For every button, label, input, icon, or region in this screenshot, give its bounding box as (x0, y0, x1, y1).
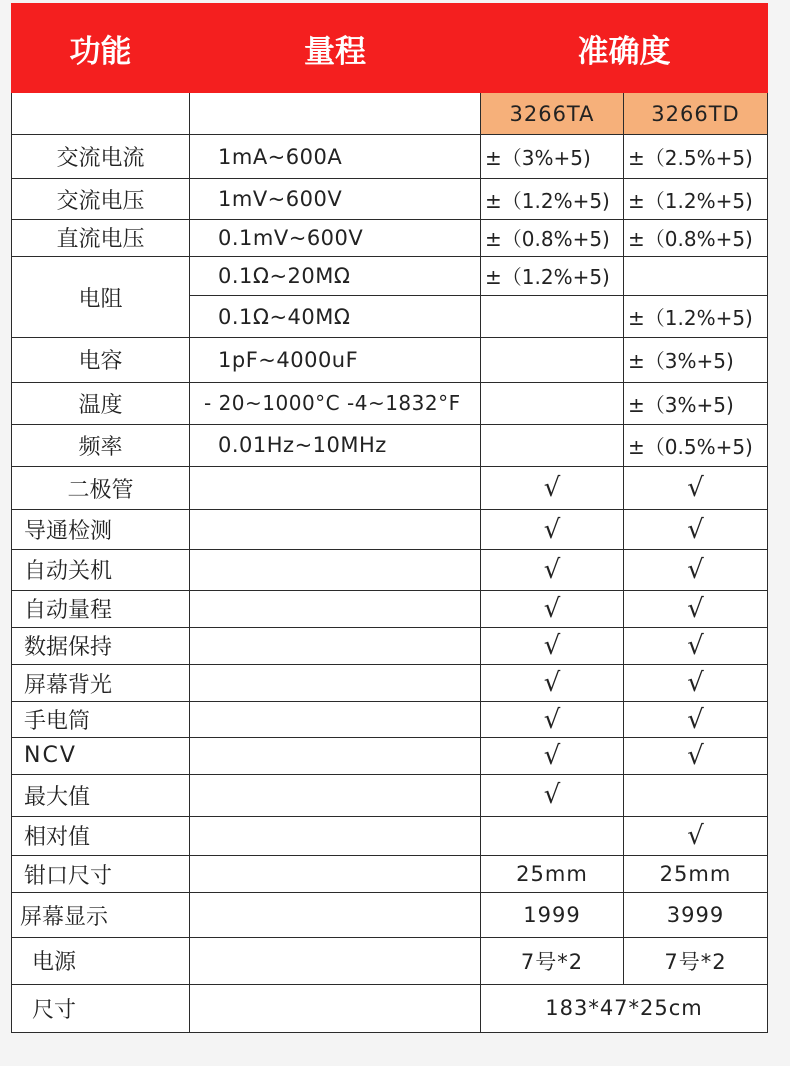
check-icon: √ (624, 627, 768, 664)
check-icon: √ (624, 738, 768, 774)
empty-cell (481, 382, 624, 424)
accuracy-3266td: ±（0.8%+5) (624, 219, 768, 256)
function-label: 直流电压 (12, 219, 190, 256)
table-row (12, 938, 768, 984)
function-label: 数据保持 (12, 627, 190, 664)
display-3266ta: 1999 (481, 893, 624, 938)
empty-cell (481, 296, 624, 338)
function-label: NCV (12, 738, 190, 774)
header-range: 量程 (190, 4, 481, 93)
table-row (12, 135, 768, 179)
table-row (12, 550, 768, 590)
empty-cell (624, 256, 768, 295)
empty-cell (481, 424, 624, 466)
accuracy-3266td: ±（0.5%+5) (624, 424, 768, 466)
table-row (12, 256, 768, 295)
function-label: 最大值 (12, 774, 190, 816)
display-3266td: 3999 (624, 893, 768, 938)
jaw-size-3266td: 25mm (624, 855, 768, 892)
function-label: 相对值 (12, 816, 190, 855)
check-icon: √ (481, 590, 624, 627)
table-row (12, 590, 768, 627)
check-icon: √ (481, 466, 624, 509)
range-value: 0.1Ω~20MΩ (190, 256, 481, 295)
range-value: 0.1mV~600V (190, 219, 481, 256)
check-icon: √ (481, 702, 624, 738)
empty-cell (190, 550, 481, 590)
empty-cell (190, 774, 481, 816)
empty-cell (190, 664, 481, 701)
header-function: 功能 (12, 4, 190, 93)
empty-cell (190, 702, 481, 738)
range-value: 1mV~600V (190, 179, 481, 219)
empty-cell (190, 590, 481, 627)
header-accuracy: 准确度 (481, 4, 768, 93)
empty-cell (190, 738, 481, 774)
accuracy-3266ta: ±（1.2%+5) (481, 256, 624, 295)
function-label: 电源 (12, 938, 190, 984)
check-icon: √ (481, 738, 624, 774)
range-value: 0.01Hz~10MHz (190, 424, 481, 466)
check-icon: √ (481, 774, 624, 816)
table-row (12, 382, 768, 424)
model-row (12, 93, 768, 135)
check-icon: √ (481, 550, 624, 590)
check-icon: √ (624, 510, 768, 550)
table-row (12, 219, 768, 256)
function-label: 尺寸 (12, 984, 190, 1032)
table-row (12, 338, 768, 382)
accuracy-3266td: ±（1.2%+5) (624, 179, 768, 219)
function-label: 钳口尺寸 (12, 855, 190, 892)
accuracy-3266ta: ±（1.2%+5) (481, 179, 624, 219)
function-label: 交流电流 (12, 135, 190, 179)
range-value: - 20~1000°C -4~1832°F (190, 382, 481, 424)
empty-cell (190, 627, 481, 664)
check-icon: √ (624, 550, 768, 590)
model-3266td: 3266TD (624, 93, 768, 135)
function-label: 温度 (12, 382, 190, 424)
accuracy-3266td: ±（3%+5) (624, 382, 768, 424)
empty-cell (190, 466, 481, 509)
range-value: 1pF~4000uF (190, 338, 481, 382)
function-label: 导通检测 (12, 510, 190, 550)
function-label: 频率 (12, 424, 190, 466)
empty-cell (190, 816, 481, 855)
table-row (12, 702, 768, 738)
check-icon: √ (481, 510, 624, 550)
size-value: 183*47*25cm (481, 984, 768, 1032)
table-row (12, 855, 768, 892)
model-3266ta: 3266TA (481, 93, 624, 135)
table-row (12, 774, 768, 816)
empty-cell (190, 855, 481, 892)
function-label: 屏幕背光 (12, 664, 190, 701)
spec-table (11, 3, 768, 1033)
function-label: 自动量程 (12, 590, 190, 627)
range-value: 1mA~600A (190, 135, 481, 179)
accuracy-3266td: ±（1.2%+5) (624, 296, 768, 338)
table-row (12, 510, 768, 550)
empty-cell (190, 510, 481, 550)
table-row (12, 627, 768, 664)
function-label: 屏幕显示 (12, 893, 190, 938)
function-label: 电阻 (12, 256, 190, 337)
check-icon: √ (624, 702, 768, 738)
function-label: 交流电压 (12, 179, 190, 219)
jaw-size-3266ta: 25mm (481, 855, 624, 892)
empty-cell (190, 93, 481, 135)
check-icon: √ (624, 590, 768, 627)
empty-cell (12, 93, 190, 135)
function-label: 电容 (12, 338, 190, 382)
check-icon: √ (624, 466, 768, 509)
table-row (12, 466, 768, 509)
table-row (12, 664, 768, 701)
empty-cell (481, 816, 624, 855)
table-row (12, 179, 768, 219)
table-row (12, 816, 768, 855)
empty-cell (624, 774, 768, 816)
accuracy-3266td: ±（2.5%+5) (624, 135, 768, 179)
table-row (12, 424, 768, 466)
table-row (12, 893, 768, 938)
check-icon: √ (624, 664, 768, 701)
empty-cell (190, 938, 481, 984)
table-row (12, 738, 768, 774)
empty-cell (481, 338, 624, 382)
empty-cell (190, 984, 481, 1032)
range-value: 0.1Ω~40MΩ (190, 296, 481, 338)
accuracy-3266ta: ±（3%+5) (481, 135, 624, 179)
power-3266td: 7号*2 (624, 938, 768, 984)
power-3266ta: 7号*2 (481, 938, 624, 984)
function-label: 自动关机 (12, 550, 190, 590)
accuracy-3266td: ±（3%+5) (624, 338, 768, 382)
check-icon: √ (624, 816, 768, 855)
check-icon: √ (481, 664, 624, 701)
accuracy-3266ta: ±（0.8%+5) (481, 219, 624, 256)
empty-cell (190, 893, 481, 938)
function-label: 手电筒 (12, 702, 190, 738)
table-row (12, 984, 768, 1032)
function-label: 二极管 (12, 466, 190, 509)
check-icon: √ (481, 627, 624, 664)
